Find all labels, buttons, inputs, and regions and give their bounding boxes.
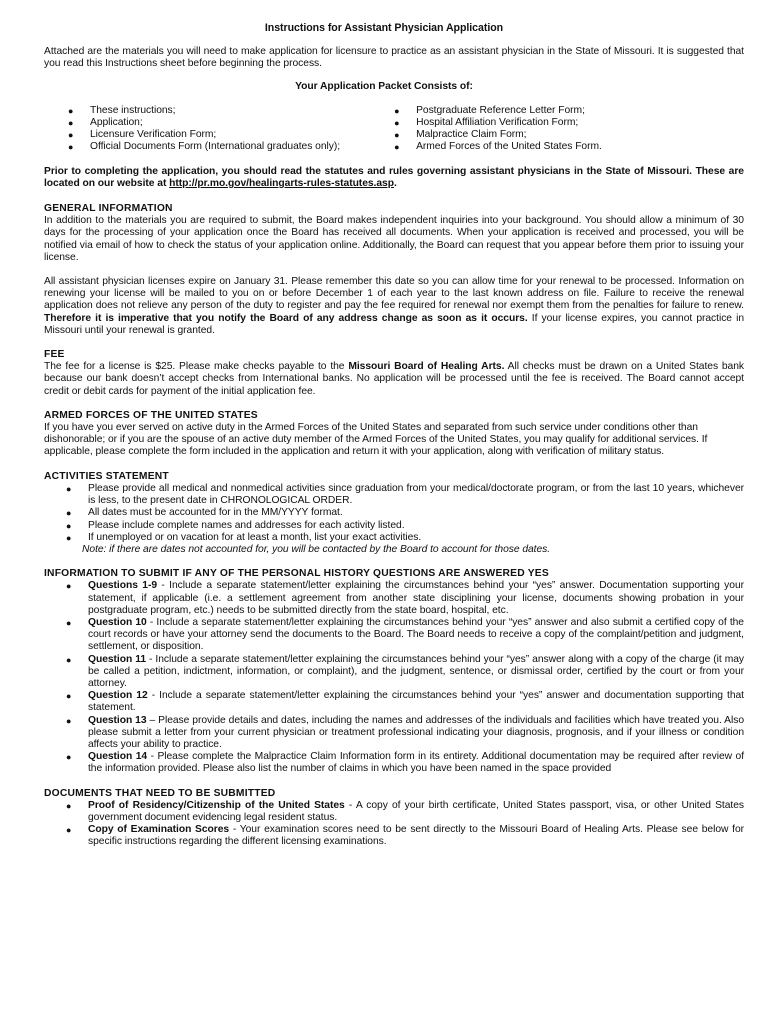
activities-note: Note: if there are dates not accounted for, you will be contacted by the Board to account for those dates. xyxy=(82,543,551,555)
bullet-icon: ● xyxy=(66,825,72,836)
list-item: ● Copy of Examination Scores - Your examination scores need to be sent directly to the Missouri Board of Healing Arts. Please see below for specific instructions regarding the different licensing examinations. xyxy=(66,824,744,848)
bullet-icon: ● xyxy=(394,105,400,116)
bullet-icon: ● xyxy=(68,118,74,129)
packet-item: ● Hospital Affiliation Verification Form; xyxy=(394,117,579,129)
bullet-icon: ● xyxy=(66,520,72,531)
page-title: Instructions for Assistant Physician Application xyxy=(264,22,504,34)
question-label: Question 11 xyxy=(88,653,147,665)
packet-item: ● Malpractice Claim Form; xyxy=(394,129,527,141)
question-label: Question 10 xyxy=(88,616,147,628)
section-heading-personal-history: INFORMATION TO SUBMIT IF ANY OF THE PERSONAL HISTORY QUESTIONS ARE ANSWERED YES xyxy=(44,568,549,580)
packet-item: ● Armed Forces of the United States Form. xyxy=(394,141,602,153)
bullet-icon: ● xyxy=(68,142,74,153)
bullet-icon: ● xyxy=(66,508,72,519)
packet-item: ● Licensure Verification Form; xyxy=(68,129,217,141)
bullet-icon: ● xyxy=(394,142,400,153)
statutes-notice: Prior to completing the application, you should read the statutes and rules governing assistant physicians in the State of Missouri. These are located on our website at http://pr.mo.gov/healingarts-rules-statutes.asp. xyxy=(44,165,744,189)
bullet-icon: ● xyxy=(66,752,72,763)
armed-forces-paragraph: If you have you ever served on active duty in the Armed Forces of the United States and separated from such service under conditions other than dishonorable; or if you are the spouse of an active duty member of the Armed Forces of the United States, you may qualify for additional services. If applicable, please complete the form included in the application and return it with your application, along with verification of military status. xyxy=(44,422,708,458)
list-item: ● Please include complete names and addresses for each activity listed. xyxy=(66,519,405,531)
question-label: Question 14 xyxy=(88,751,148,763)
general-paragraph: In addition to the materials you are required to submit, the Board makes independent inquiries into your background. You should allow a minimum of 30 days for the processing of your application once the Board has received all documents. When your application is received and processed, you will be notified via email of how to check the status of your application online. Additionally, the Board can request that you appear before them prior to issuing your license. xyxy=(44,215,744,263)
fee-paragraph: The fee for a license is $25. Please make checks payable to the Missouri Board of Healing Arts. All checks must be drawn on a United States bank because our bank doesn’t accept checks from International banks. No application will be processed until the fee is received. The Board cannot accept credit or debit cards for payment of the initial application fee. xyxy=(44,361,745,397)
list-item: ● If unemployed or on vacation for at least a month, list your exact activities. xyxy=(66,531,422,543)
question-label: Question 13 xyxy=(88,714,147,726)
bullet-icon: ● xyxy=(66,691,72,702)
bullet-icon: ● xyxy=(66,715,72,726)
packet-item: ● Official Documents Form (International graduates only); xyxy=(68,141,341,153)
packet-list xyxy=(44,105,744,154)
question-label: Question 12 xyxy=(88,690,148,702)
bullet-icon: ● xyxy=(66,581,72,592)
list-item: ● Question 13 – Please provide details and dates, including the names and addresses of the individuals and facilities which have treated you. Also please submit a letter from your current physician or treatment professional indicating your diagnosis, prognosis, and if your illness or condition affects your ability to practice. xyxy=(66,714,744,750)
packet-list-right xyxy=(394,105,744,154)
bullet-icon: ● xyxy=(394,118,400,129)
payee-name: Missouri Board of Healing Arts. xyxy=(348,361,505,373)
bullet-icon: ● xyxy=(66,483,72,494)
bullet-icon: ● xyxy=(68,130,74,141)
list-item: ● Questions 1-9 - Include a separate statement/letter explaining the circumstances behind your “yes” answer. Documentation supporting your statement, if applicable (i.e. a settlement agreement from another state disciplining your license, documents showing probation in your postgraduate program, etc.) needs to be submitted directly from the state board, hospital, etc. xyxy=(66,580,745,616)
activities-list xyxy=(44,483,744,544)
list-item: ● Please provide all medical and nonmedical activities since graduation from your medical/doctorate program, or from the last 10 years, whichever is less, to the present date in CHRONOLOGICAL ORDER. xyxy=(66,482,744,507)
bullet-icon: ● xyxy=(66,800,72,811)
list-item: ● All dates must be accounted for in the MM/YYYY format. xyxy=(66,507,343,519)
list-item: ● Question 11 - Include a separate statement/letter explaining the circumstances behind your “yes” answer along with a copy of the charge (it may be called a petition, indictment, information, or complaint), and the judgment, sentence, or dismissal order, certified by the court or from your attorney. xyxy=(66,653,744,689)
bullet-icon: ● xyxy=(66,532,72,543)
packet-item: ● These instructions; xyxy=(68,104,176,116)
document-label: Copy of Examination Scores xyxy=(88,824,230,836)
bullet-icon: ● xyxy=(68,105,74,116)
list-item: ● Question 12 - Include a separate statement/letter explaining the circumstances behind your “yes” answer and documentation supporting that statement. xyxy=(66,690,744,714)
documents-list xyxy=(44,800,744,849)
packet-heading: Your Application Packet Consists of: xyxy=(295,80,473,92)
section-heading-activities: ACTIVITIES STATEMENT xyxy=(44,470,169,482)
list-item: ● Question 14 - Please complete the Malpractice Claim Information form in its entirety. Additional documentation may be required after review of the information provided. Please also list the number of claims in which you have been named in the space provided xyxy=(66,751,744,775)
packet-item: ● Application; xyxy=(68,117,143,129)
packet-item: ● Postgraduate Reference Letter Form; xyxy=(394,104,585,116)
bullet-icon: ● xyxy=(66,617,72,628)
intro-paragraph: Attached are the materials you will need to make application for licensure to practice as an assistant physician in the State of Missouri. It is suggested that you read this Instructions sheet before beginning the process. xyxy=(44,46,744,70)
personal-history-list xyxy=(44,580,744,775)
document-label: Proof of Residency/Citizenship of the United States xyxy=(88,799,345,811)
section-heading-documents: DOCUMENTS THAT NEED TO BE SUBMITTED xyxy=(44,787,276,799)
section-heading-general: GENERAL INFORMATION xyxy=(44,203,173,215)
section-heading-armed-forces: ARMED FORCES OF THE UNITED STATES xyxy=(44,409,258,421)
bullet-icon: ● xyxy=(394,130,400,141)
statutes-link[interactable]: http://pr.mo.gov/healingarts-rules-statutes.asp xyxy=(169,177,394,189)
section-heading-fee: FEE xyxy=(44,349,65,361)
question-label: Questions 1-9 xyxy=(88,580,158,592)
address-change-warning: Therefore it is imperative that you notify the Board of any address change as soon as it occurs. xyxy=(44,312,528,324)
bullet-icon: ● xyxy=(66,654,72,665)
renewal-paragraph: All assistant physician licenses expire on January 31. Please remember this date so you can allow time for your renewal to be processed. Information on renewing your license will be mailed to you on or before December 1 of each year to the last known address on file. Failure to receive the renewal application does not relieve any person of the duty to register and pay the fee required for renewal nor exempt them from the penalties for failure to renew. Therefore it is imperative that you notify the Board of any address change as soon as it occurs. If your license expires, you cannot practice in Missouri until your renewal is granted. xyxy=(44,276,744,336)
list-item: ● Question 10 - Include a separate statement/letter explaining the circumstances behind your “yes” answer and also submit a certified copy of the court records or have your attorney send the documents to the Board. The Board needs to receive a copy of the complaint/petition and judgment, settlement, or disposition. xyxy=(66,616,744,653)
packet-list-left xyxy=(44,105,394,154)
list-item: ● Proof of Residency/Citizenship of the United States - A copy of your birth certificate, United States passport, visa, or other United States government document evidencing legal resident status. xyxy=(66,799,744,823)
